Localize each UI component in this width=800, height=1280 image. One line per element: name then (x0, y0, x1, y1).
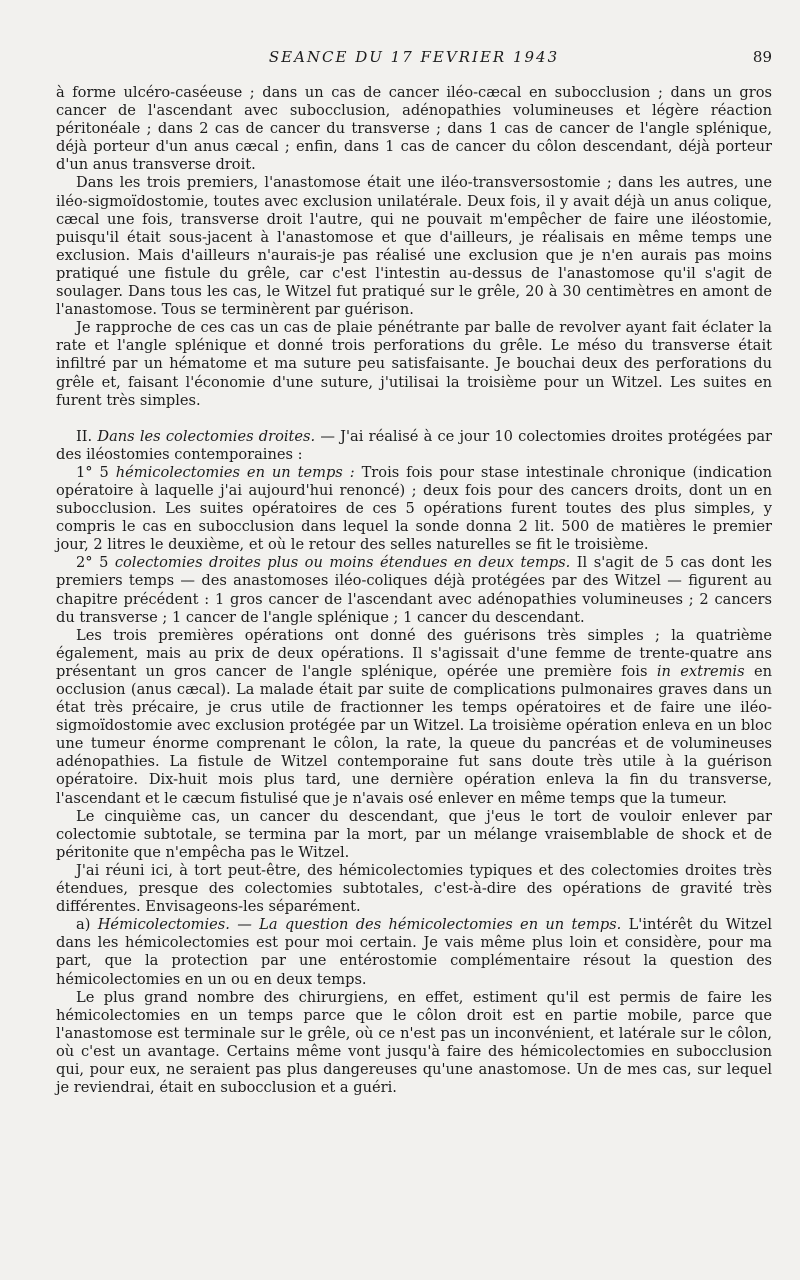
body-text (56, 84, 772, 1097)
paragraph-text: Trois fois pour stase intestinale chronique (indication opératoire à laquelle j'ai aujourd'hui renoncé) ; deux fois pour des cancers droits, dont un en subocclusion. Les suites opératoires de ces 5 opérations furent toutes des plus simples, y compris le cas en subocclusion dans lequel la sonde donna 2 lit. 500 de matières le premier jour, 2 litres le deuxième, et où le retour des selles naturelles se fit le troisième. (56, 463, 772, 554)
paragraph-text: Je rapproche de ces cas un cas de plaie pénétrante par balle de revolver ayant fait éclater la rate et l'angle splénique et donné trois perforations du grêle. Le méso du transverse était infiltré par un hématome et ma suture peu satisfaisante. Je bouchai deux des perforations du grêle et, faisant l'économie d'une suture, j'utilisai la troisième pour un Witzel. Les suites en furent très simples. (56, 319, 772, 409)
running-header (56, 38, 772, 68)
section-title: Dans les colectomies droites. (97, 427, 316, 445)
header-title: SEANCE DU 17 FEVRIER 1943 (268, 48, 560, 66)
paragraph-text: en occlusion (anus cæcal). La malade était par suite de complications pulmonaires graves dans un état très précaire, je crus utile de fractionner les temps opératoires et de faire une iléo-sigmoïdostomie avec exclusion protégée par un Witzel. La troisième opération enleva en un bloc une tumeur énorme comprenant le côlon, la rate, la queue du pancréas et de volumineuses adénopathies. La fistule de Witzel contemporaine fut sans doute très utile à la guérison opératoire. Dix-huit mois plus tard, une dernière opération enleva la fin du transverse, l'ascendant et le cæcum fistulisé que je n'avais osé enlever en même temps que la tumeur. (56, 662, 772, 807)
paragraph-text: — J'ai réalisé à ce jour 10 colectomies droites protégées par des iléostomies contemporaines : (56, 427, 772, 463)
paragraph (56, 862, 772, 916)
paragraph-text: Le plus grand nombre des chirurgiens, en effet, estiment qu'il est permis de faire les hémicolectomies en un temps parce que le côlon droit est en partie mobile, parce que l'anastomose est terminale sur le grêle, où ce n'est pas un inconvénient, et latérale sur le côlon, où c'est un avantage. Certains même vont jusqu'à faire des hémicolectomies en subocclusion qui, pour eux, ne seraient pas plus dangereuses qu'une anastomose. Un de mes cas, sur lequel je reviendrai, était en subocclusion et a guéri. (56, 988, 772, 1097)
item-number: 2° 5 (76, 554, 115, 572)
item-number: 1° 5 (76, 463, 116, 481)
paragraph (56, 916, 772, 988)
paragraph (56, 554, 772, 626)
section-number: II. (76, 427, 98, 445)
paragraph-text: Il s'agit de 5 cas dont les premiers temps — des anastomoses iléo-coliques déjà protégées par des Witzel — figurent au chapitre précédent : 1 gros cancer de l'ascendant avec adénopathies volumineuses ; 2 cancers du transverse ; 1 cancer de l'angle splénique ; 1 cancer du descendant. (56, 554, 773, 626)
paragraph (56, 174, 772, 319)
latin-phrase: in extremis (656, 662, 745, 680)
paragraph-text: Les trois premières opérations ont donné des guérisons très simples ; la quatrième également, mais au prix de deux opérations. Il s'agissait d'une femme de trente-quatre ans présentant un gros cancer de l'angle splénique, opérée une première fois (56, 626, 772, 680)
paragraph (56, 319, 772, 409)
paragraph-text: J'ai réuni ici, à tort peut-être, des hémicolectomies typiques et des colectomies droites très étendues, presque des colectomies subtotales, c'est-à-dire des opérations de gravité très différentes. Envisageons-les séparément. (56, 861, 772, 916)
item-title: colectomies droites plus ou moins étendues en deux temps. (114, 554, 571, 572)
paragraph-text: à forme ulcéro-caséeuse ; dans un cas de cancer iléo-cæcal en subocclusion ; dans un gros cancer de l'ascendant avec subocclusion, adénopathies volumineuses et légère réaction péritonéale ; dans 2 cas de cancer du transverse ; dans 1 cas de cancer de l'angle splénique, déjà porteur d'un anus cæcal ; enfin, dans 1 cas de cancer du côlon descendant, déjà porteur d'un anus transverse droit. (56, 84, 772, 174)
section-heading-paragraph (56, 428, 772, 464)
paragraph (56, 84, 772, 174)
item-title: Hémicolectomies. — La question des hémicolectomies en un temps. (97, 916, 622, 934)
paragraph (56, 989, 772, 1098)
paragraph (56, 627, 772, 808)
paragraph-text: Le cinquième cas, un cancer du descendant, que j'eus le tort de vouloir enlever par colectomie subtotale, se termina par la mort, par un mélange vraisemblable de shock et de péritonite que n'empêcha pas le Witzel. (56, 807, 772, 861)
item-number: a) (76, 916, 98, 934)
paragraph-text: L'intérêt du Witzel dans les hémicolectomies est pour moi certain. Je vais même plus loin et considère, pour ma part, que la protection par une entérostomie complémentaire résout la question des hémicolectomies en un ou en deux temps. (56, 916, 772, 988)
page-number: 89 (752, 48, 772, 66)
paragraph (56, 464, 772, 554)
paragraph-text: Dans les trois premiers, l'anastomose était une iléo-transversostomie ; dans les autres, une iléo-sigmoïdostomie, toutes avec exclusion unilatérale. Deux fois, il y avait déjà un anus colique, cæcal une fois, transverse droit l'autre, qui ne pouvait m'empêcher de faire une iléostomie, puisqu'il était sous-jacent à l'anastomose et que d'ailleurs, je réalisais en même temps une exclusion. Mais d'ailleurs n'aurais-je pas réalisé une exclusion que je n'en aurais pas moins pratiqué une fistule du grêle, car c'est l'intestin au-dessus de l'anastomose qu'il s'agit de soulager. Dans tous les cas, le Witzel fut pratiqué sur le grêle, 20 à 30 centimètres en amont de l'anastomose. Tous se terminèrent par guérison. (56, 174, 772, 319)
paragraph (56, 808, 772, 862)
item-title: hémicolectomies en un temps : (115, 463, 355, 481)
